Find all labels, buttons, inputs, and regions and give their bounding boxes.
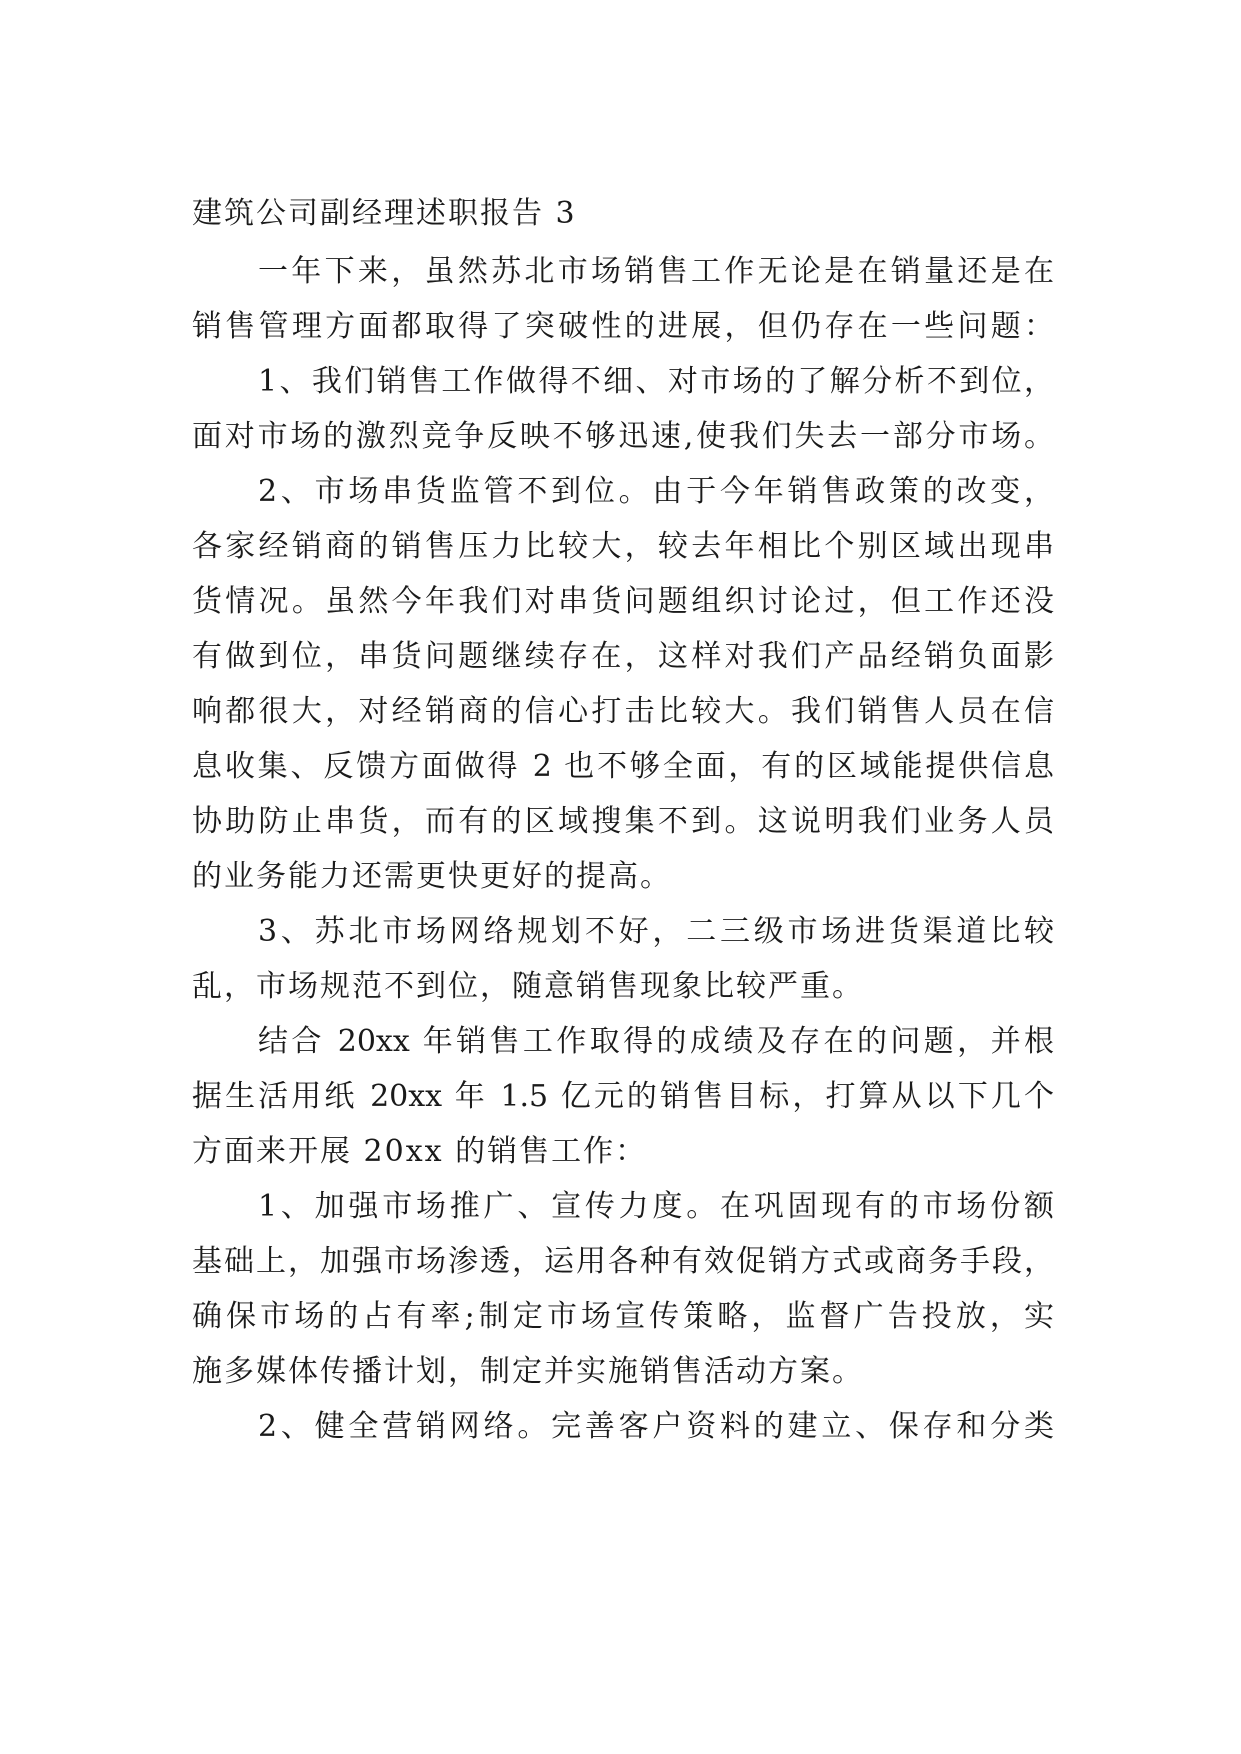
text-line: 各家经销商的销售压力比较大，较去年相比个别区域出现串 — [192, 529, 1054, 564]
text-line: 协助防止串货，而有的区域搜集不到。这说明我们业务人员 — [192, 804, 1054, 839]
text-line: 的业务能力还需更快更好的提高。 — [192, 859, 672, 894]
text-line: 2、市场串货监管不到位。由于今年销售政策的改变， — [258, 474, 1054, 509]
text-line: 据生活用纸 20xx 年 1.5 亿元的销售目标，打算从以下几个 — [192, 1079, 1054, 1114]
text-line: 息收集、反馈方面做得 2 也不够全面，有的区域能提供信息 — [192, 749, 1054, 784]
text-line: 面对市场的激烈竞争反映不够迅速,使我们失去一部分市场。 — [192, 419, 1054, 454]
text-line: 3、苏北市场网络规划不好，二三级市场进货渠道比较 — [258, 914, 1054, 949]
text-line: 基础上，加强市场渗透，运用各种有效促销方式或商务手段， — [192, 1244, 1054, 1279]
text-line: 货情况。虽然今年我们对串货问题组织讨论过，但工作还没 — [192, 584, 1054, 619]
text-line: 2、健全营销网络。完善客户资料的建立、保存和分类 — [258, 1409, 1054, 1444]
text-line: 乱，市场规范不到位，随意销售现象比较严重。 — [192, 969, 864, 1004]
text-line: 结合 20xx 年销售工作取得的成绩及存在的问题，并根 — [258, 1024, 1054, 1059]
text-line: 销售管理方面都取得了突破性的进展，但仍存在一些问题： — [192, 309, 1054, 344]
text-line: 有做到位，串货问题继续存在，这样对我们产品经销负面影 — [192, 639, 1054, 674]
text-line: 1、加强市场推广、宣传力度。在巩固现有的市场份额 — [258, 1189, 1054, 1224]
text-line: 施多媒体传播计划，制定并实施销售活动方案。 — [192, 1354, 864, 1389]
text-line: 确保市场的占有率;制定市场宣传策略，监督广告投放，实 — [192, 1299, 1054, 1334]
text-line: 一年下来，虽然苏北市场销售工作无论是在销量还是在 — [258, 254, 1054, 289]
text-line: 1、我们销售工作做得不细、对市场的了解分析不到位， — [258, 364, 1054, 399]
document-title: 建筑公司副经理述职报告 3 — [192, 196, 577, 231]
text-line: 响都很大，对经销商的信心打击比较大。我们销售人员在信 — [192, 694, 1054, 729]
text-line: 方面来开展 20xx 的销售工作： — [192, 1134, 648, 1169]
